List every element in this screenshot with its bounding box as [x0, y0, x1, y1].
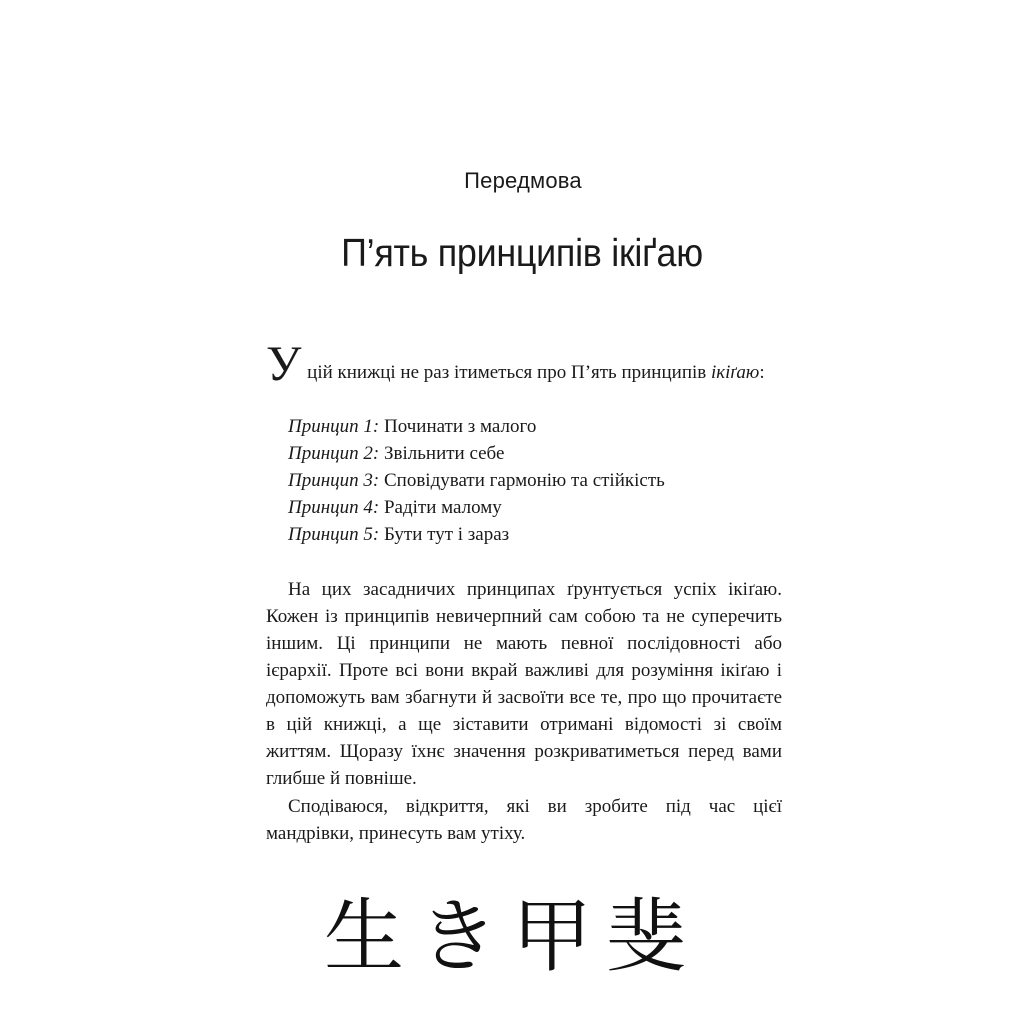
ikigai-calligraphy: 生き甲斐: [324, 890, 700, 983]
principle-label: Принцип 2:: [288, 443, 380, 464]
section-label: Передмова: [464, 168, 582, 193]
principle-label: Принцип 1:: [288, 416, 380, 437]
principle-text: Сповідувати гармонію та стійкість: [379, 470, 665, 491]
principle-text: Радіти малому: [379, 497, 502, 518]
body-paragraph: На цих засадничих принципах ґрунтується успіх ікіґаю. Кожен із принципів невичерпний сам собою та не суперечить іншим. Ці принципи не мають певної послідовності або ієрархії. Проте всі вони вкрай важливі для розуміння ікіґаю і допоможуть вам збагнути й засвоїти все те, про що прочитаєте в цій книжці, а ще зіставити отримані відомості зі своїм життям. Щоразу їхнє значення розкриватиметься перед вами глибше й повніше.: [266, 579, 782, 789]
chapter-title: П’ять принципів ікіґаю: [341, 232, 703, 275]
principle-item: [288, 494, 788, 521]
principle-text: Починати з малого: [379, 416, 537, 437]
intro-text: цій книжці не раз ітиметься про П’ять принципів: [302, 362, 711, 383]
principle-label: Принцип 4:: [288, 497, 380, 518]
principle-text: Звільнити себе: [379, 443, 505, 464]
intro-italic-term: ікіґаю: [710, 362, 760, 383]
intro-colon: :: [759, 362, 765, 383]
principle-item: [288, 440, 788, 467]
principle-text: Бути тут і зараз: [379, 524, 510, 545]
principle-item: [288, 413, 788, 440]
principle-item: [288, 521, 788, 548]
principle-item: [288, 467, 788, 494]
closing-paragraph: Сподіваюся, відкриття, які ви зробите під час цієї мандрівки, принесуть вам утіху.: [266, 796, 782, 844]
principle-label: Принцип 5:: [288, 524, 380, 545]
drop-cap: У: [266, 335, 302, 391]
principles-list: [288, 413, 788, 548]
intro-sentence: [266, 335, 782, 398]
principle-label: Принцип 3:: [288, 470, 380, 491]
